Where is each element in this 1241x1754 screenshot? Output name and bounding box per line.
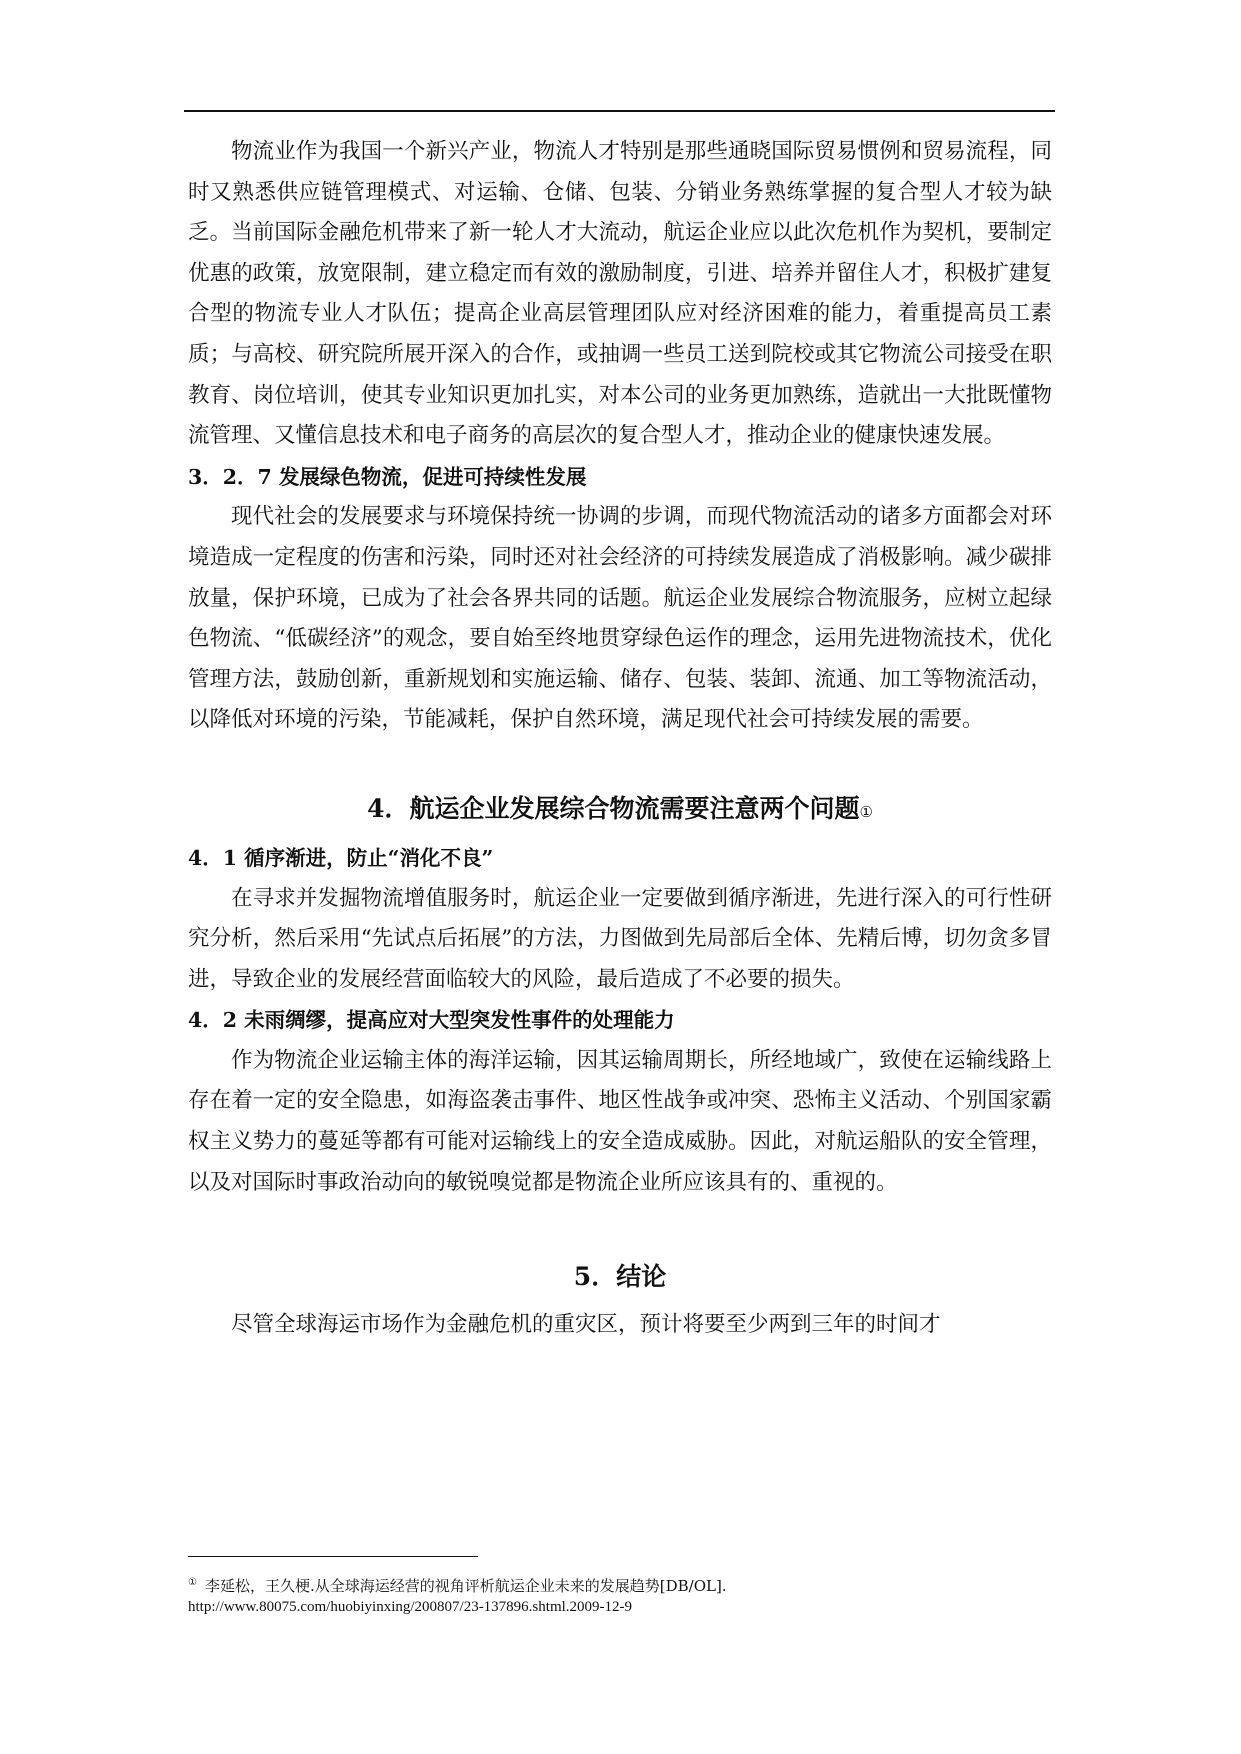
section-heading-4 bbox=[188, 785, 1052, 836]
footnote bbox=[188, 1572, 1048, 1618]
section-heading-5: 5．结论 bbox=[573, 1262, 667, 1292]
footnote-number: ① bbox=[188, 1577, 197, 1588]
section-heading-4-text: 4．航运企业发展综合物流需要注意两个问题 bbox=[367, 793, 860, 823]
footnote-url: http://www.80075.com/huobiyinxing/200807/23-137896.shtml.2009-12-9 bbox=[188, 1599, 633, 1615]
subheading-4-2: 4．2 未雨绸缪，提高应对大型突发性事件的处理能力 bbox=[188, 1008, 675, 1033]
footnote-marker: ① bbox=[859, 802, 873, 821]
paragraph-green-logistics: 现代社会的发展要求与环境保持统一协调的步调，而现代物流活动的诸多方面都会对环境造成一定程度的伤害和污染，同时还对社会经济的可持续发展造成了消极影响。减少碳排放量，保护环境，已成为了社会各界共同的话题。航运企业发展综合物流服务，应树立起绿色物流、“低碳经济”的观念，要自始至终地贯穿绿色运作的理念，运用先进物流技术，优化管理方法，鼓励创新，重新规划和实施运输、储存、包装、装卸、流通、加工等物流活动，以降低对环境的污染，节能减耗，保护自然环境，满足现代社会可持续发展的需要。 bbox=[188, 504, 1052, 733]
footnote-rule bbox=[188, 1556, 478, 1557]
subheading-3-2-7: 3．2．7 发展绿色物流，促进可持续性发展 bbox=[188, 464, 587, 489]
paragraph-gradual: 在寻求并发掘物流增值服务时，航运企业一定要做到循序渐进，先进行深入的可行性研究分析，然后采用“先试点后拓展”的方法，力图做到先局部后全体、先精后博，切勿贪多冒进，导致企业的发展经营面临较大的风险，最后造成了不必要的损失。 bbox=[188, 885, 1052, 992]
subheading-4-1: 4．1 循序渐进，防止“消化不良” bbox=[188, 845, 494, 870]
footnote-text: 李延松，王久梗.从全球海运经营的视角评析航运企业未来的发展趋势[DB/OL]. bbox=[204, 1577, 727, 1595]
footnote-citation bbox=[188, 1572, 1048, 1597]
page-content bbox=[188, 132, 1052, 1346]
paragraph-conclusion: 尽管全球海运市场作为金融危机的重灾区，预计将要至少两到三年的时间才 bbox=[231, 1312, 941, 1338]
paragraph-talent: 物流业作为我国一个新兴产业，物流人才特别是那些通晓国际贸易惯例和贸易流程，同时又熟悉供应链管理模式、对运输、仓储、包装、分销业务熟练掌握的复合型人才较为缺乏。当前国际金融危机带来了新一轮人才大流动，航运企业应以此次危机作为契机，要制定优惠的政策，放宽限制，建立稳定而有效的激励制度，引进、培养并留住人才，积极扩建复合型的物流专业人才队伍；提高企业高层管理团队应对经济困难的能力，着重提高员工素质；与高校、研究院所展开深入的合作，或抽调一些员工送到院校或其它物流公司接受在职教育、岗位培训，使其专业知识更加扎实，对本公司的业务更加熟练，造就出一大批既懂物流管理、又懂信息技术和电子商务的高层次的复合型人才，推动企业的健康快速发展。 bbox=[188, 139, 1052, 449]
paragraph-security: 作为物流企业运输主体的海洋运输，因其运输周期长，所经地域广，致使在运输线路上存在着一定的安全隐患，如海盗袭击事件、地区性战争或冲突、恐怖主义活动、个别国家霸权主义势力的蔓延等都有可能对运输线上的安全造成威胁。因此，对航运船队的安全管理，以及对国际时事政治动向的敏锐嗅觉都是物流企业所应该具有的、重视的。 bbox=[188, 1047, 1052, 1195]
header-rule bbox=[184, 110, 1055, 112]
